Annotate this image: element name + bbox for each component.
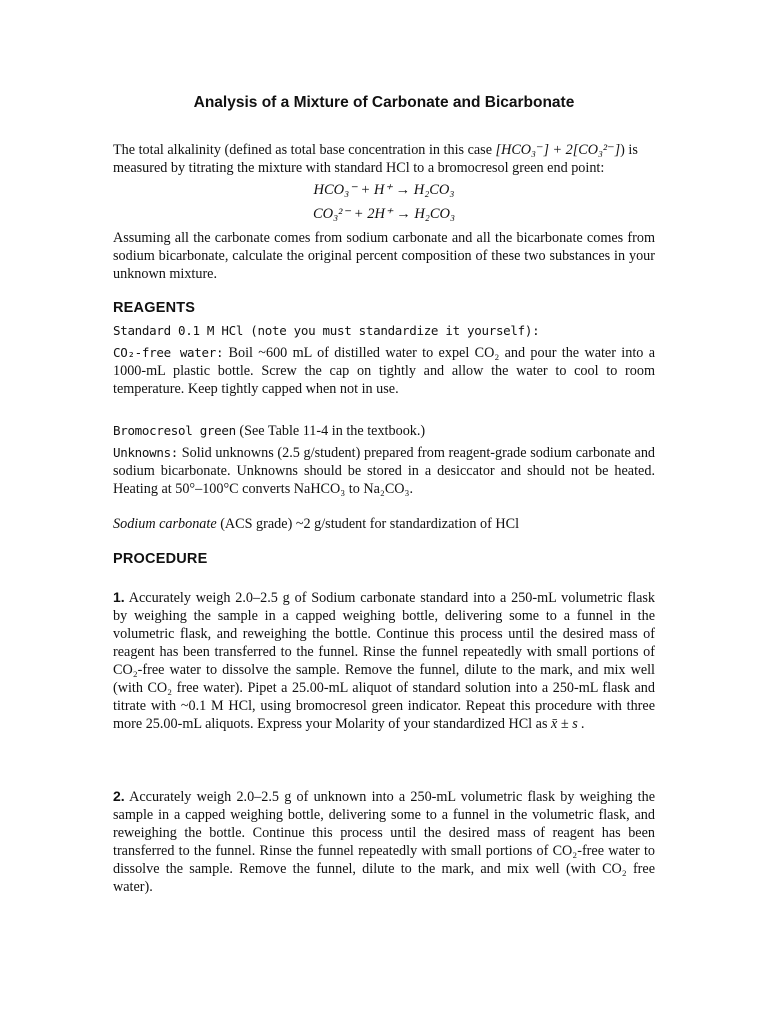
unknowns-text: Solid unknowns (2.5 g/student) prepared from reagent-grade sodium carbonate and sodium bicarbonate. Unknowns should be stored in a desiccator and should not be heated. Heating at 50°–100°C converts NaHCO₃ to Na₂CO₃. bbox=[113, 445, 656, 497]
step-1-number: 1. bbox=[113, 589, 125, 605]
co2-free-water-paragraph bbox=[113, 344, 655, 398]
co2-free-water-text: Boil ~600 mL of distilled water to expel CO₂ and pour the water into a 1000-mL plastic bottle. Screw the cap on tightly and allow the water to cool to room temperature. Keep tightly capped when not in use. bbox=[113, 345, 655, 397]
document-title: Analysis of a Mixture of Carbonate and Bicarbonate bbox=[193, 94, 575, 111]
bromocresol-text: (See Table 11-4 in the textbook.) bbox=[239, 423, 426, 439]
bromocresol-label: Bromocresol green bbox=[113, 423, 236, 438]
sodium-carbonate-text: (ACS grade) ~2 g/student for standardization of HCl bbox=[220, 516, 520, 532]
step-1-text: Accurately weigh 2.0–2.5 g of Sodium carbonate standard into a 250-mL volumetric flask by weighing the sample in a capped weighing bottle, delivering some to a funnel in the volumetric flask, and reweighing the bottle. Continue this process until the desired mass of reagent has been transferred to the funnel. Rinse the funnel repeatedly with small portions of CO₂-free water to dissolve the sample. Remove the funnel, dilute to the mark, and mix well (with CO₂ free water). Pipet a 25.00-mL aliquot of standard solution into a 250-mL flask and titrate with ~0.1 M HCl, using bromocresol green indicator. Repeat this procedure with three more 25.00-mL aliquots. Express your Molarity of your standardized HCl as bbox=[113, 590, 655, 732]
step-1-mean-sd: x̄ ± s . bbox=[551, 716, 585, 732]
step-2-number: 2. bbox=[113, 788, 125, 804]
step-2-text: Accurately weigh 2.0–2.5 g of unknown into a 250-mL volumetric flask by weighing the sample in a capped weighing bottle, delivering some to a funnel in the volumetric flask, and reweighing the bottle. Continue this process until the desired mass of reagent has been transferred to the funnel. Rinse the funnel repeatedly with small portions of CO₂-free water to dissolve the sample. Remove the funnel, dilute to the mark, and mix well (with CO₂ free water). bbox=[113, 789, 656, 895]
procedure-step-1 bbox=[113, 588, 655, 733]
assuming-paragraph: Assuming all the carbonate comes from sodium carbonate and all the bicarbonate comes from sodium bicarbonate, calculate the original percent composition of these two substances in your unknown mixture. bbox=[113, 230, 655, 282]
intro-paragraph bbox=[113, 141, 655, 177]
sodium-carbonate-paragraph bbox=[113, 515, 655, 533]
procedure-step-2 bbox=[113, 787, 655, 896]
sodium-carbonate-label: Sodium carbonate bbox=[113, 516, 217, 532]
bromocresol-paragraph bbox=[113, 422, 655, 440]
alkalinity-formula: [HCO₃⁻] + 2[CO₃²⁻] bbox=[495, 142, 621, 158]
intro-text: The total alkalinity (defined as total base concentration in this case bbox=[113, 142, 496, 158]
procedure-heading: PROCEDURE bbox=[113, 551, 208, 567]
intro-line-2: measured by titrating the mixture with standard HCl to a bromocresol green end point: bbox=[113, 160, 605, 176]
unknowns-label: Unknowns: bbox=[113, 445, 179, 460]
equation-bicarbonate: HCO₃⁻ + H⁺ → H₂CO₃ bbox=[313, 182, 455, 198]
standard-hcl-line: Standard 0.1 M HCl (note you must standardize it yourself): bbox=[113, 323, 540, 338]
intro-line-1 bbox=[113, 141, 655, 159]
reagents-heading: REAGENTS bbox=[113, 300, 196, 316]
unknowns-paragraph bbox=[113, 444, 655, 498]
co2-free-water-label: CO₂-free water: bbox=[113, 345, 224, 360]
equation-carbonate: CO₃²⁻ + 2H⁺ → H₂CO₃ bbox=[312, 206, 456, 222]
intro-text-end: ) is bbox=[620, 142, 638, 158]
